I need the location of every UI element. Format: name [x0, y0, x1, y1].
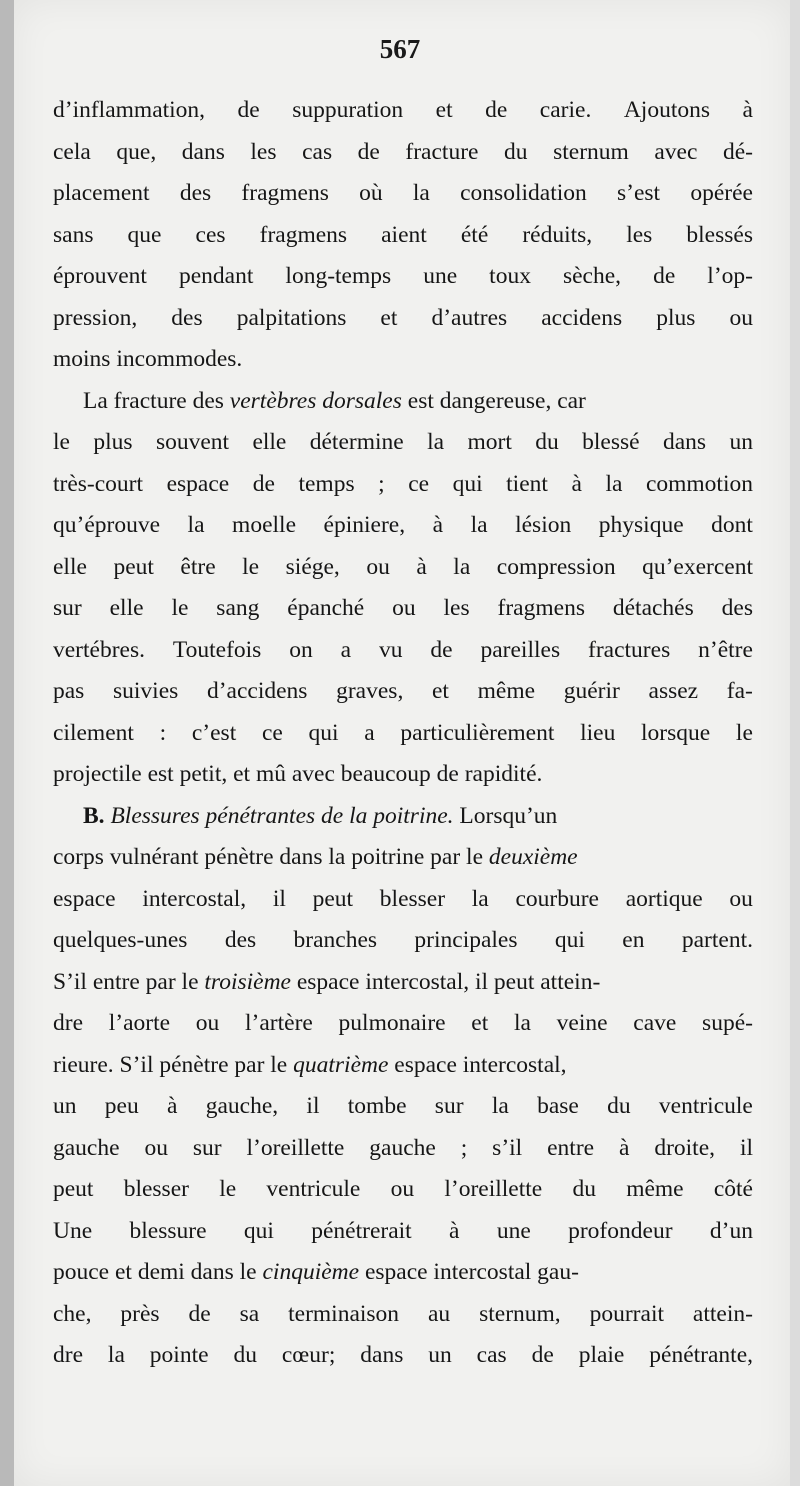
word: ces — [195, 221, 226, 248]
word: lorsque — [641, 719, 711, 746]
word: et — [380, 304, 398, 331]
word: s’est — [617, 180, 661, 206]
word: qu’exercent — [642, 553, 753, 580]
word: dé- — [722, 138, 753, 165]
word: la — [107, 1342, 125, 1368]
page-number: 567 — [379, 34, 421, 64]
word: la — [412, 180, 430, 206]
text-span: S’il entre par le — [53, 968, 205, 995]
word: plaie — [578, 1342, 625, 1368]
word: : — [159, 719, 167, 746]
word: supé- — [702, 1010, 753, 1036]
word: le — [242, 553, 260, 580]
word: sternum, — [479, 1300, 561, 1327]
text-span: projectile est petit, et mû avec beaucoup de rapidité. — [53, 761, 543, 787]
word: guérir — [563, 678, 620, 704]
word: intercostal, — [142, 885, 247, 912]
word: dans — [360, 1342, 404, 1368]
word: accidens — [541, 304, 623, 331]
word: entre — [547, 1134, 595, 1161]
word: profondeur — [568, 1217, 673, 1244]
word: ou — [195, 1010, 220, 1036]
word: la — [471, 885, 489, 912]
word: avec — [654, 138, 698, 165]
word: pénétrante, — [649, 1342, 753, 1368]
word: aient — [381, 221, 427, 248]
word: blesser — [379, 885, 446, 912]
word: Une — [53, 1217, 93, 1244]
word: peut — [53, 1176, 94, 1202]
text-line — [53, 671, 753, 713]
word: qui — [452, 470, 483, 497]
word: un — [53, 1093, 77, 1119]
word: où — [359, 180, 383, 206]
word: temps — [298, 470, 355, 497]
word: s’il — [492, 1134, 523, 1161]
word: a — [340, 636, 352, 663]
word: côté — [713, 1176, 753, 1202]
text-span: corps vulnérant pénètre dans la poitrine par le — [53, 844, 489, 870]
word: au — [427, 1300, 451, 1327]
word: fragmens — [259, 221, 348, 248]
word: réduits, — [522, 221, 593, 248]
word: fractures — [588, 636, 671, 663]
word: la — [453, 553, 471, 580]
word: dre — [53, 1342, 84, 1368]
word: plus — [93, 429, 133, 455]
word: sur — [434, 1093, 464, 1119]
word: assez — [648, 678, 699, 704]
word: lieu — [580, 719, 616, 746]
word: pénétrerait — [311, 1217, 412, 1244]
word: ou — [729, 885, 753, 912]
word: ou — [144, 1134, 168, 1161]
word: les — [443, 595, 470, 621]
word: l’artère — [245, 1010, 313, 1036]
italic-text: quatrième — [293, 1051, 389, 1078]
word: opérée — [690, 180, 753, 206]
word: les — [626, 221, 653, 248]
text-span: est dangereuse, car — [401, 387, 586, 414]
text-line — [53, 173, 753, 215]
word: ou — [390, 1176, 415, 1202]
word: d’accidens — [206, 678, 308, 704]
word: et — [471, 1010, 489, 1036]
word: n’être — [698, 636, 753, 663]
text-line — [53, 713, 753, 755]
word: du — [504, 138, 528, 165]
word: le — [735, 719, 753, 746]
word: de — [188, 1300, 211, 1327]
word: placement — [53, 180, 150, 206]
word: sur — [192, 1134, 222, 1161]
word: elle — [53, 553, 87, 580]
word: le — [171, 595, 189, 621]
word: siége, — [285, 553, 340, 580]
word: elle — [109, 595, 144, 621]
text-line — [53, 962, 753, 1004]
text-line — [53, 1045, 753, 1087]
text-line — [53, 339, 753, 381]
italic-text: troisième — [204, 968, 291, 995]
word: pointe — [149, 1342, 209, 1368]
word: l’oreillette — [246, 1134, 345, 1161]
word: compression — [496, 553, 616, 580]
text-line — [53, 1335, 753, 1377]
word: ce — [408, 470, 430, 497]
text-span: La fracture des — [83, 387, 230, 414]
word: tient — [506, 470, 548, 497]
word: mort — [467, 429, 512, 455]
word: principales — [414, 927, 518, 953]
word: consolidation — [460, 180, 587, 206]
body-text — [53, 90, 753, 1377]
word: ; — [378, 470, 385, 497]
word: la — [187, 512, 205, 538]
word: cas — [476, 1342, 507, 1368]
word: à — [618, 1134, 630, 1161]
word: le — [53, 429, 70, 455]
word: pas — [53, 678, 85, 704]
word: cave — [633, 1010, 677, 1036]
word: espace — [166, 470, 230, 497]
text-line — [53, 630, 753, 672]
word: la — [491, 1093, 509, 1119]
text-line — [53, 754, 753, 796]
word: l’oreillette — [444, 1176, 543, 1202]
word: il — [272, 885, 286, 912]
word: espace — [53, 885, 116, 912]
word: graves, — [336, 678, 404, 704]
word: carie. — [539, 97, 592, 123]
word: pulmonaire — [338, 1010, 446, 1036]
word: près — [120, 1300, 160, 1327]
word: que — [127, 221, 162, 248]
word: long-temps — [285, 263, 392, 289]
word: des — [171, 304, 203, 331]
word: vu — [379, 636, 403, 663]
text-line — [53, 132, 753, 174]
italic-text: Blessures pénétrantes de la poitrine. — [110, 802, 454, 829]
word: d’autres — [431, 304, 508, 331]
word: de — [237, 97, 260, 123]
word: une — [496, 1217, 531, 1244]
word: été — [460, 221, 489, 248]
text-line — [53, 90, 753, 132]
word: sternum — [553, 138, 629, 165]
word: base — [537, 1093, 579, 1119]
word: qu’éprouve — [53, 512, 161, 538]
text-line — [53, 920, 753, 962]
text-line — [53, 588, 753, 630]
word: veine — [556, 1010, 608, 1036]
word: l’aorte — [108, 1010, 171, 1036]
text-span: Lorsqu’un — [453, 802, 558, 829]
word: blessés — [686, 221, 753, 248]
word: de — [252, 470, 275, 497]
word: dans — [181, 138, 225, 165]
word: courbure — [515, 885, 599, 912]
word: la — [605, 470, 623, 497]
text-line — [53, 298, 753, 340]
word: c’est — [191, 719, 237, 746]
word: Ajoutons — [623, 97, 710, 123]
word: il — [306, 1093, 320, 1119]
word: de — [357, 138, 380, 165]
word: du — [233, 1342, 257, 1368]
text-line — [53, 1252, 753, 1294]
word: quelques-unes — [53, 927, 188, 953]
text-line — [53, 879, 753, 921]
text-line — [53, 256, 753, 298]
word: fracture — [405, 138, 479, 165]
word: des — [224, 927, 257, 953]
word: dont — [711, 512, 753, 538]
word: palpitations — [236, 304, 347, 331]
word: attein- — [692, 1300, 753, 1327]
word: gauche, — [205, 1093, 279, 1119]
word: ou — [729, 304, 753, 331]
text-span: B. — [83, 802, 111, 829]
word: sur — [53, 595, 82, 621]
word: des — [179, 180, 212, 206]
word: qui — [554, 927, 585, 953]
text-line — [53, 1128, 753, 1170]
page-edge-shadow — [0, 0, 14, 1486]
word: ; — [460, 1134, 468, 1161]
word: être — [180, 553, 216, 580]
text-line — [53, 837, 753, 879]
word: pareilles — [480, 636, 561, 663]
word: suivies — [113, 678, 179, 704]
text-line — [53, 1086, 753, 1128]
word: très-court — [53, 470, 144, 497]
word: à — [432, 512, 444, 538]
word: la — [513, 1010, 531, 1036]
word: des — [721, 595, 753, 621]
text-line — [53, 215, 753, 257]
word: d’un — [709, 1217, 753, 1244]
word: blessé — [582, 429, 640, 455]
word: on — [289, 636, 313, 663]
word: plus — [656, 304, 696, 331]
text-span: espace intercostal, il peut attein- — [290, 968, 601, 995]
word: sèche, — [562, 263, 622, 289]
word: même — [626, 1176, 684, 1202]
word: lésion — [515, 512, 572, 538]
word: même — [477, 678, 536, 704]
word: épanché — [287, 595, 365, 621]
word: pendant — [179, 263, 254, 289]
text-line — [53, 796, 753, 838]
word: blesser — [123, 1176, 189, 1202]
text-line — [53, 1003, 753, 1045]
word: du — [607, 1093, 631, 1119]
word: le — [219, 1176, 237, 1202]
text-line — [53, 464, 753, 506]
word: suppuration — [292, 97, 404, 123]
word: un — [428, 1342, 452, 1368]
word: d’inflammation, — [53, 97, 206, 123]
word: droite, — [654, 1134, 716, 1161]
word: ventricule — [266, 1176, 361, 1202]
word: et — [435, 97, 453, 123]
word: commotion — [645, 470, 753, 497]
word: peu — [104, 1093, 139, 1119]
word: épiniere, — [323, 512, 406, 538]
word: en — [622, 927, 645, 953]
text-span: rieure. S’il pénètre par le — [53, 1051, 294, 1078]
word: à — [571, 470, 582, 497]
word: et — [432, 678, 449, 704]
word: qui — [243, 1217, 274, 1244]
word: Toutefois — [172, 636, 262, 663]
word: physique — [598, 512, 684, 538]
word: moelle — [232, 512, 296, 538]
word: peut — [113, 553, 154, 580]
word: ventricule — [658, 1093, 753, 1119]
word: du — [535, 429, 559, 455]
word: de — [485, 97, 508, 123]
word: que, — [116, 138, 157, 165]
text-line — [53, 1211, 753, 1253]
word: détermine — [309, 429, 404, 455]
word: sang — [216, 595, 260, 621]
word: éprouvent — [53, 263, 147, 289]
word: à — [167, 1093, 178, 1119]
word: ou — [392, 595, 416, 621]
word: pression, — [53, 304, 138, 331]
text-span: espace intercostal, — [388, 1051, 567, 1078]
word: dans — [662, 429, 707, 455]
text-line — [53, 1294, 753, 1336]
italic-text: cinquième — [262, 1259, 360, 1285]
word: aortique — [625, 885, 703, 912]
word: les — [250, 138, 277, 165]
word: terminaison — [288, 1300, 400, 1327]
word: à — [416, 553, 427, 580]
word: a — [364, 719, 375, 746]
word: cœur; — [281, 1342, 336, 1368]
word: blessure — [129, 1217, 207, 1244]
text-line — [53, 1169, 753, 1211]
text-line — [53, 381, 753, 423]
word: sa — [239, 1300, 260, 1327]
text-span: moins incommodes. — [53, 346, 243, 372]
text-line — [53, 547, 753, 589]
word: sans — [53, 221, 94, 248]
word: partent. — [681, 927, 753, 953]
word: tombe — [347, 1093, 407, 1119]
word: peut — [312, 885, 354, 912]
text-line — [53, 505, 753, 547]
word: à — [742, 97, 753, 123]
text-span: pouce et demi dans le — [53, 1259, 263, 1285]
word: la — [470, 512, 488, 538]
italic-text: deuxième — [488, 844, 578, 870]
word: cilement — [53, 719, 134, 746]
word: dre — [53, 1010, 84, 1036]
word: pourrait — [589, 1300, 664, 1327]
word: ou — [366, 553, 390, 580]
word: particulièrement — [400, 719, 555, 746]
word: du — [572, 1176, 596, 1202]
word: un — [729, 429, 753, 455]
word: de — [430, 636, 453, 663]
word: de — [531, 1342, 554, 1368]
word: à — [449, 1217, 460, 1244]
word: gauche — [369, 1134, 436, 1161]
word: cela — [53, 138, 91, 165]
word: qui — [308, 719, 339, 746]
word: fragmens — [241, 180, 329, 206]
word: branches — [293, 927, 378, 953]
word: toux — [489, 263, 531, 289]
word: détachés — [612, 595, 694, 621]
word: fa- — [726, 678, 753, 704]
word: elle — [252, 429, 287, 455]
word: ce — [261, 719, 283, 746]
word: il — [739, 1134, 753, 1161]
word: cas — [302, 138, 333, 165]
italic-text: vertèbres dorsales — [229, 387, 402, 414]
word: gauche — [53, 1134, 120, 1161]
word: la — [427, 429, 445, 455]
word: fragmens — [497, 595, 585, 621]
word: vertébres. — [53, 636, 145, 663]
word: de — [653, 263, 676, 289]
word: une — [423, 263, 458, 289]
text-line — [53, 422, 753, 464]
word: souvent — [155, 429, 230, 455]
text-span: espace intercostal gau- — [359, 1259, 579, 1285]
word: che, — [53, 1300, 92, 1327]
word: l’op- — [707, 263, 753, 289]
